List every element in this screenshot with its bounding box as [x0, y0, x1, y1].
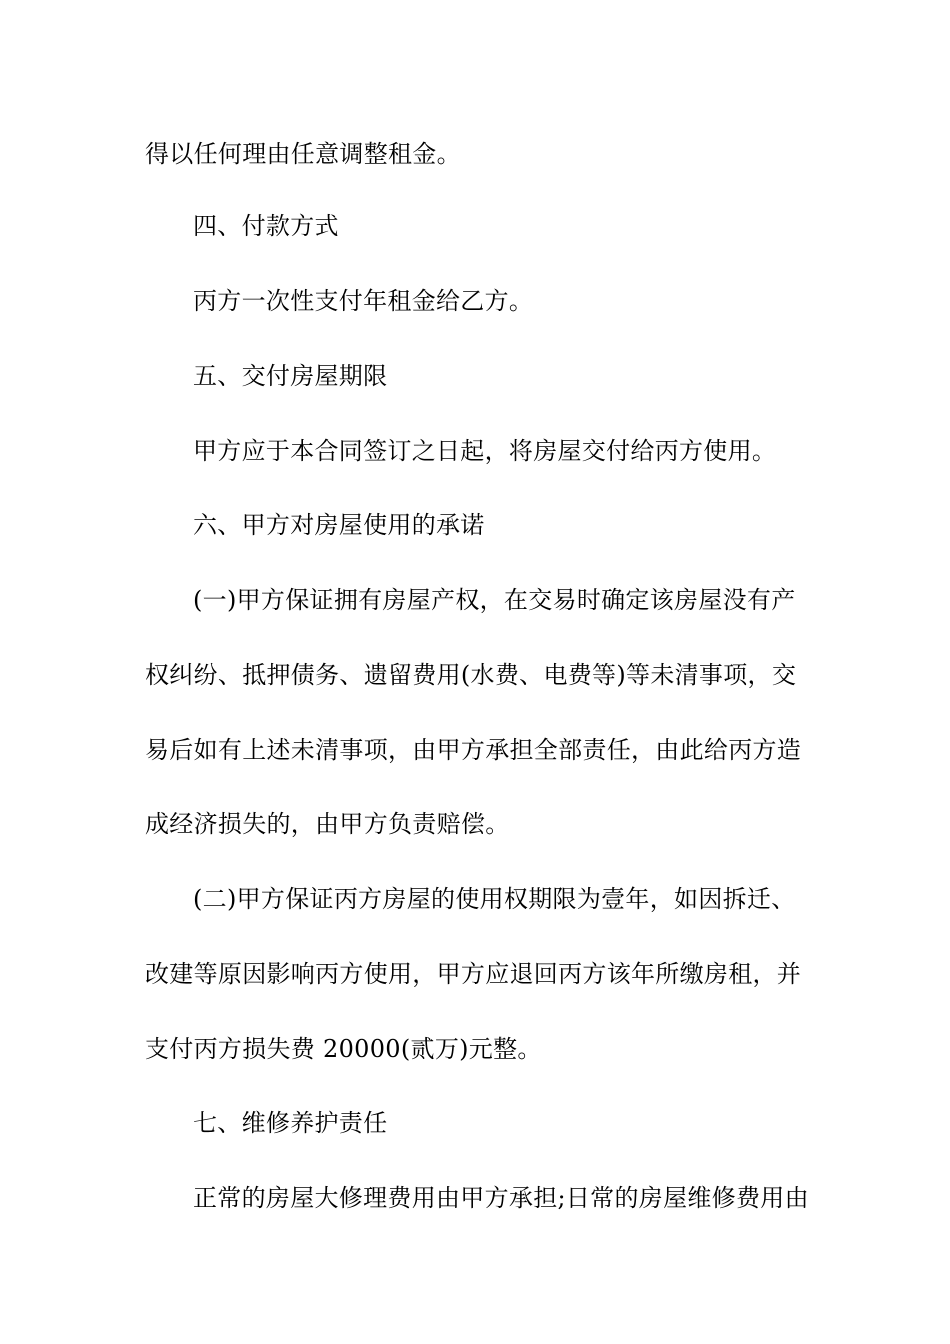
- text-line: 正常的房屋大修理费用由甲方承担;日常的房屋维修费用由: [193, 1184, 809, 1212]
- section-heading: 四、付款方式: [193, 212, 339, 240]
- text-line: 甲方应于本合同签订之日起，将房屋交付给丙方使用。: [193, 437, 777, 465]
- text-line: 丙方一次性支付年租金给乙方。: [193, 287, 534, 315]
- section-heading: 七、维修养护责任: [193, 1109, 388, 1137]
- text-line: 易后如有上述未清事项，由甲方承担全部责任，由此给丙方造: [145, 736, 802, 764]
- text-line: 改建等原因影响丙方使用，甲方应退回丙方该年所缴房租，并: [145, 960, 802, 988]
- section-heading: 六、甲方对房屋使用的承诺: [193, 511, 485, 539]
- text-line: 得以任何理由任意调整租金。: [145, 140, 461, 168]
- text-line: (一)甲方保证拥有房屋产权，在交易时确定该房屋没有产: [193, 586, 796, 614]
- text-line: (二)甲方保证丙方房屋的使用权期限为壹年，如因拆迁、: [193, 885, 796, 913]
- text-line: 支付丙方损失费 20000(贰万)元整。: [145, 1035, 542, 1063]
- section-heading: 五、交付房屋期限: [193, 362, 388, 390]
- text-line: 成经济损失的，由甲方负责赔偿。: [145, 810, 510, 838]
- text-line: 权纠纷、抵押债务、遗留费用(水费、电费等)等未清事项，交: [145, 661, 797, 689]
